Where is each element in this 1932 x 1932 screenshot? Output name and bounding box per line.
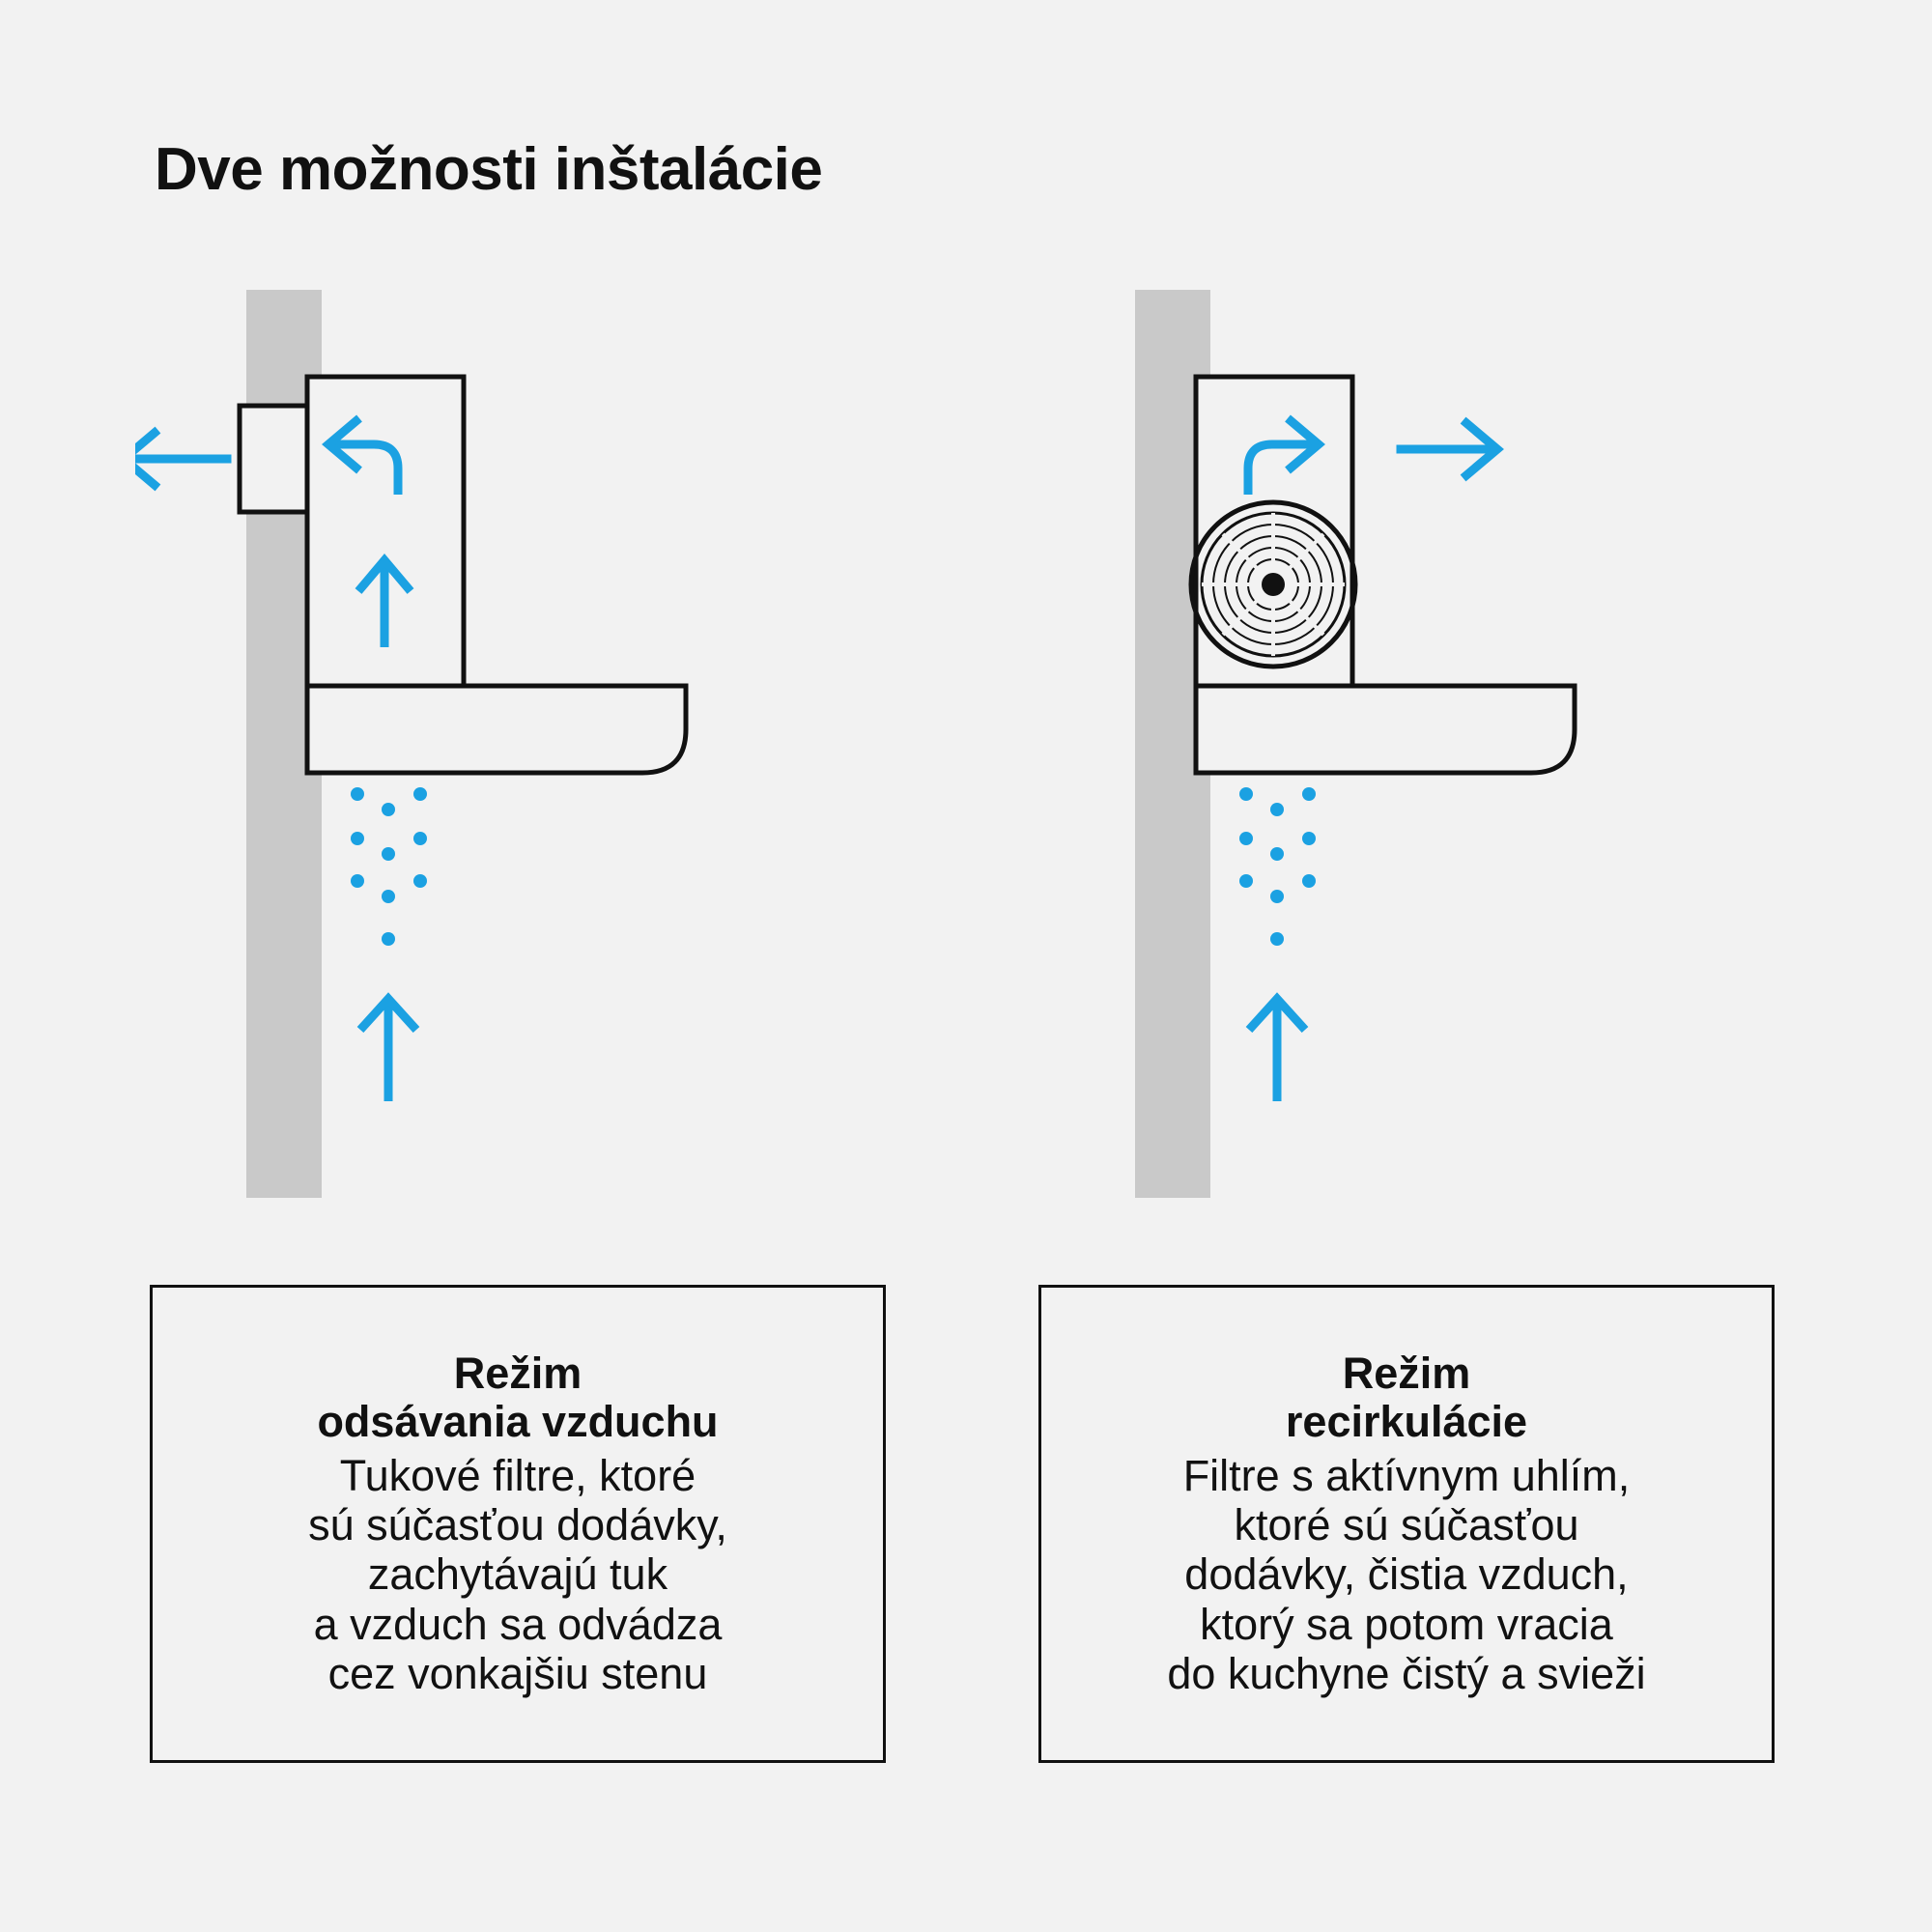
diagram-extraction: [135, 290, 898, 1236]
caption-body-line: do kuchyne čistý a svieži: [1167, 1648, 1646, 1698]
air-out-arrow: [1401, 423, 1497, 475]
caption-body-line: dodávky, čistia vzduch,: [1184, 1549, 1629, 1600]
diagram-recirculation: [1024, 290, 1787, 1236]
caption-title-line: odsávania vzduchu: [317, 1397, 719, 1447]
countertop: [307, 686, 686, 773]
page-title: Dve možnosti inštalácie: [155, 136, 823, 203]
caption-recirculation-body: [1167, 1451, 1645, 1698]
caption-body-line: a vzduch sa odvádza: [313, 1599, 723, 1649]
caption-recirculation-title: [1286, 1350, 1527, 1447]
caption-extraction-body: [308, 1451, 727, 1698]
caption-extraction-title: [317, 1350, 718, 1447]
caption-body-line: zachytávajú tuk: [367, 1549, 668, 1600]
caption-body-line: Tukové filtre, ktoré: [339, 1450, 696, 1500]
caption-body-line: sú súčasťou dodávky,: [308, 1499, 727, 1549]
caption-title-line: Režim: [1342, 1348, 1471, 1398]
vapor-dots: [1239, 787, 1316, 946]
caption-extraction: [150, 1285, 886, 1763]
caption-body-line: cez vonkajšiu stenu: [327, 1648, 708, 1698]
air-out-arrow: [135, 433, 227, 485]
air-intake-arrow: [360, 999, 416, 1101]
vapor-dots: [351, 787, 427, 946]
countertop: [1196, 686, 1575, 773]
air-intake-arrow: [1249, 999, 1305, 1101]
caption-body-line: ktoré sú súčasťou: [1234, 1499, 1579, 1549]
caption-title-line: Režim: [453, 1348, 582, 1398]
caption-body-line: Filtre s aktívnym uhlím,: [1182, 1450, 1631, 1500]
caption-body-line: ktorý sa potom vracia: [1200, 1599, 1613, 1649]
carbon-filter-fan: [1191, 502, 1355, 667]
caption-recirculation: [1038, 1285, 1775, 1763]
caption-title-line: recirkulácie: [1285, 1397, 1528, 1447]
